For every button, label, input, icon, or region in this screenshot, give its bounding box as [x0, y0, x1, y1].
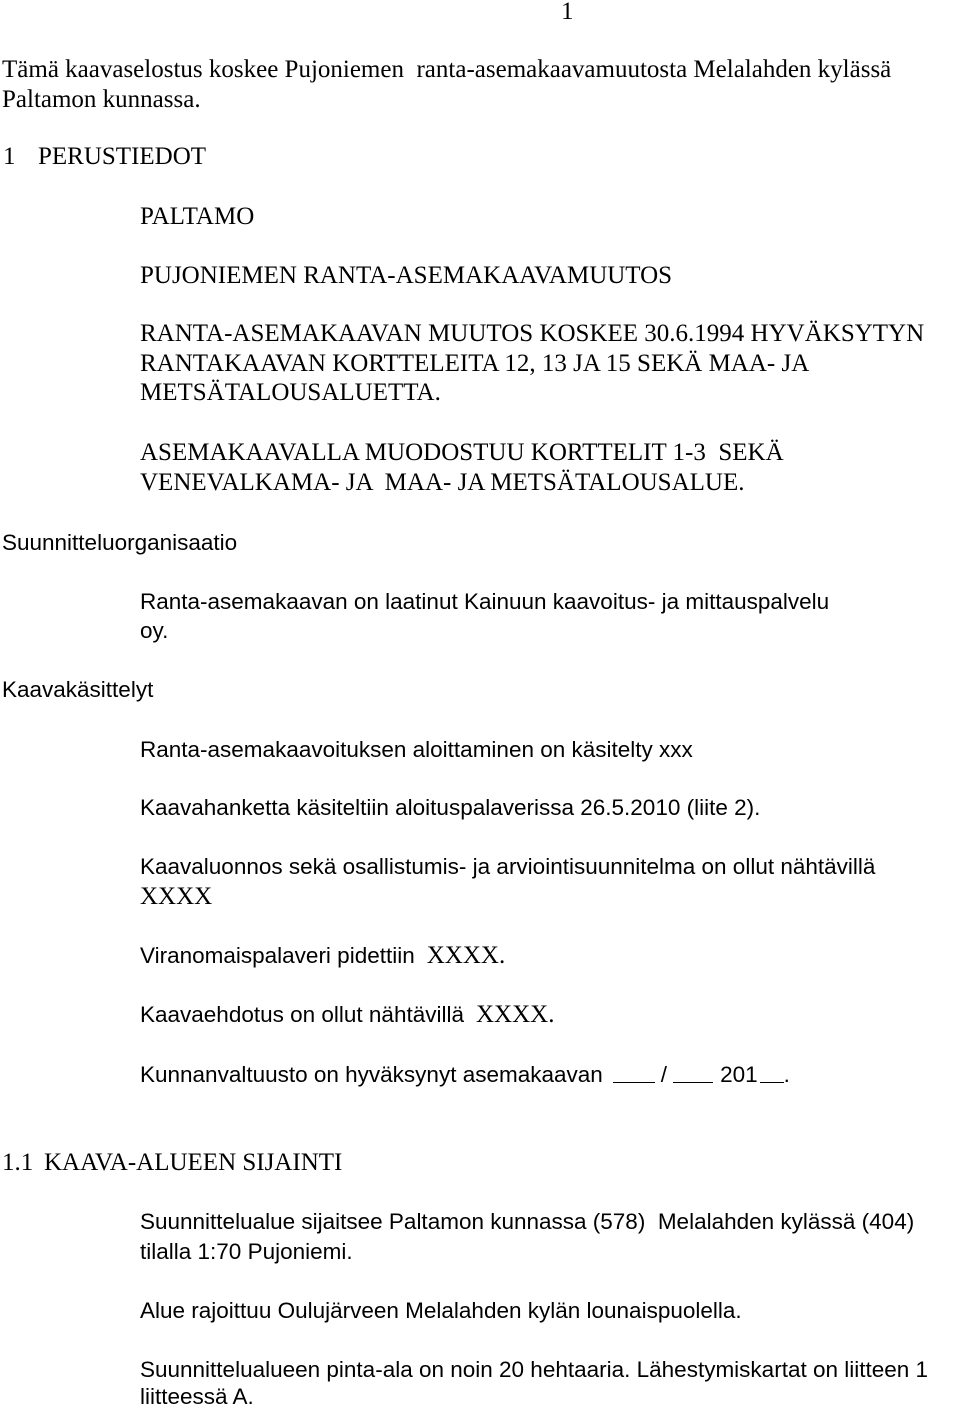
section-number: 1.1 — [2, 1149, 34, 1176]
planning-organization-line: oy. — [140, 618, 169, 643]
approval-year-prefix: 201 — [720, 1062, 758, 1087]
authority-meeting-text: Viranomaispalaveri pidettiin — [140, 943, 415, 968]
approval-month-blank — [673, 1063, 713, 1083]
approval-end-period: . — [783, 1062, 790, 1087]
boundary-line: Alue rajoittuu Oulujärveen Melalahden kylän lounaispuolella. — [140, 1298, 742, 1323]
initiation-entry: Ranta-asemakaavoituksen aloittaminen on käsitelty xxx — [140, 737, 693, 762]
proposal-value: XXXX. — [476, 1001, 555, 1028]
authority-meeting-value: XXXX. — [426, 942, 506, 969]
draft-entry-text: Kaavaluonnos sekä osallistumis- ja arviointisuunnitelma on ollut nähtävillä — [140, 854, 876, 879]
intro-line: Paltamon kunnassa. — [2, 86, 201, 113]
plan-change-line: RANTA-ASEMAKAAVAN MUUTOS KOSKEE 30.6.1994 HYVÄKSYTYN — [140, 320, 925, 347]
approval-date-separator: / — [660, 1062, 668, 1087]
section-title: PERUSTIEDOT — [38, 143, 207, 170]
municipality: PALTAMO — [140, 203, 255, 230]
proposal-text: Kaavaehdotus on ollut nähtävillä — [140, 1002, 464, 1027]
page-number: 1 — [561, 0, 574, 25]
plan-change-line: RANTAKAAVAN KORTTELEITA 12, 13 JA 15 SEKÄ MAA- JA — [140, 350, 810, 377]
area-line: liitteessä A. — [140, 1384, 254, 1409]
plan-change-line: METSÄTALOUSALUETTA. — [140, 379, 441, 406]
draft-entry-value: XXXX — [140, 883, 213, 910]
planning-organization-line: Ranta-asemakaavan on laatinut Kainuun kaavoitus- ja mittauspalvelu — [140, 589, 830, 614]
planning-organization-label: Suunnitteluorganisaatio — [2, 530, 238, 555]
council-approval-entry — [140, 1063, 790, 1087]
approval-year-blank — [760, 1063, 784, 1083]
authority-meeting-entry — [140, 944, 505, 968]
plan-result-line: VENEVALKAMA- JA MAA- JA METSÄTALOUSALUE. — [140, 469, 745, 496]
area-line: Suunnittelualueen pinta-ala on noin 20 hehtaaria. Lähestymiskartat on liitteen 1 — [140, 1357, 929, 1382]
section-title: KAAVA-ALUEEN SIJAINTI — [44, 1149, 343, 1176]
location-line: Suunnittelualue sijaitsee Paltamon kunnassa (578) Melalahden kylässä (404) — [140, 1209, 915, 1234]
proposal-entry — [140, 1003, 554, 1027]
plan-name: PUJONIEMEN RANTA-ASEMAKAAVAMUUTOS — [140, 262, 673, 289]
section-number: 1 — [3, 143, 16, 170]
plan-processing-label: Kaavakäsittelyt — [2, 677, 154, 702]
plan-result-line: ASEMAKAAVALLA MUODOSTUU KORTTELIT 1-3 SEKÄ — [140, 439, 784, 466]
kickoff-meeting-entry: Kaavahanketta käsiteltiin aloituspalaverissa 26.5.2010 (liite 2). — [140, 795, 761, 820]
approval-day-blank — [613, 1063, 655, 1083]
intro-line: Tämä kaavaselostus koskee Pujoniemen ranta-asemakaavamuutosta Melalahden kylässä — [2, 56, 892, 83]
council-approval-text: Kunnanvaltuusto on hyväksynyt asemakaavan — [140, 1062, 603, 1087]
location-line: tilalla 1:70 Pujoniemi. — [140, 1239, 353, 1264]
